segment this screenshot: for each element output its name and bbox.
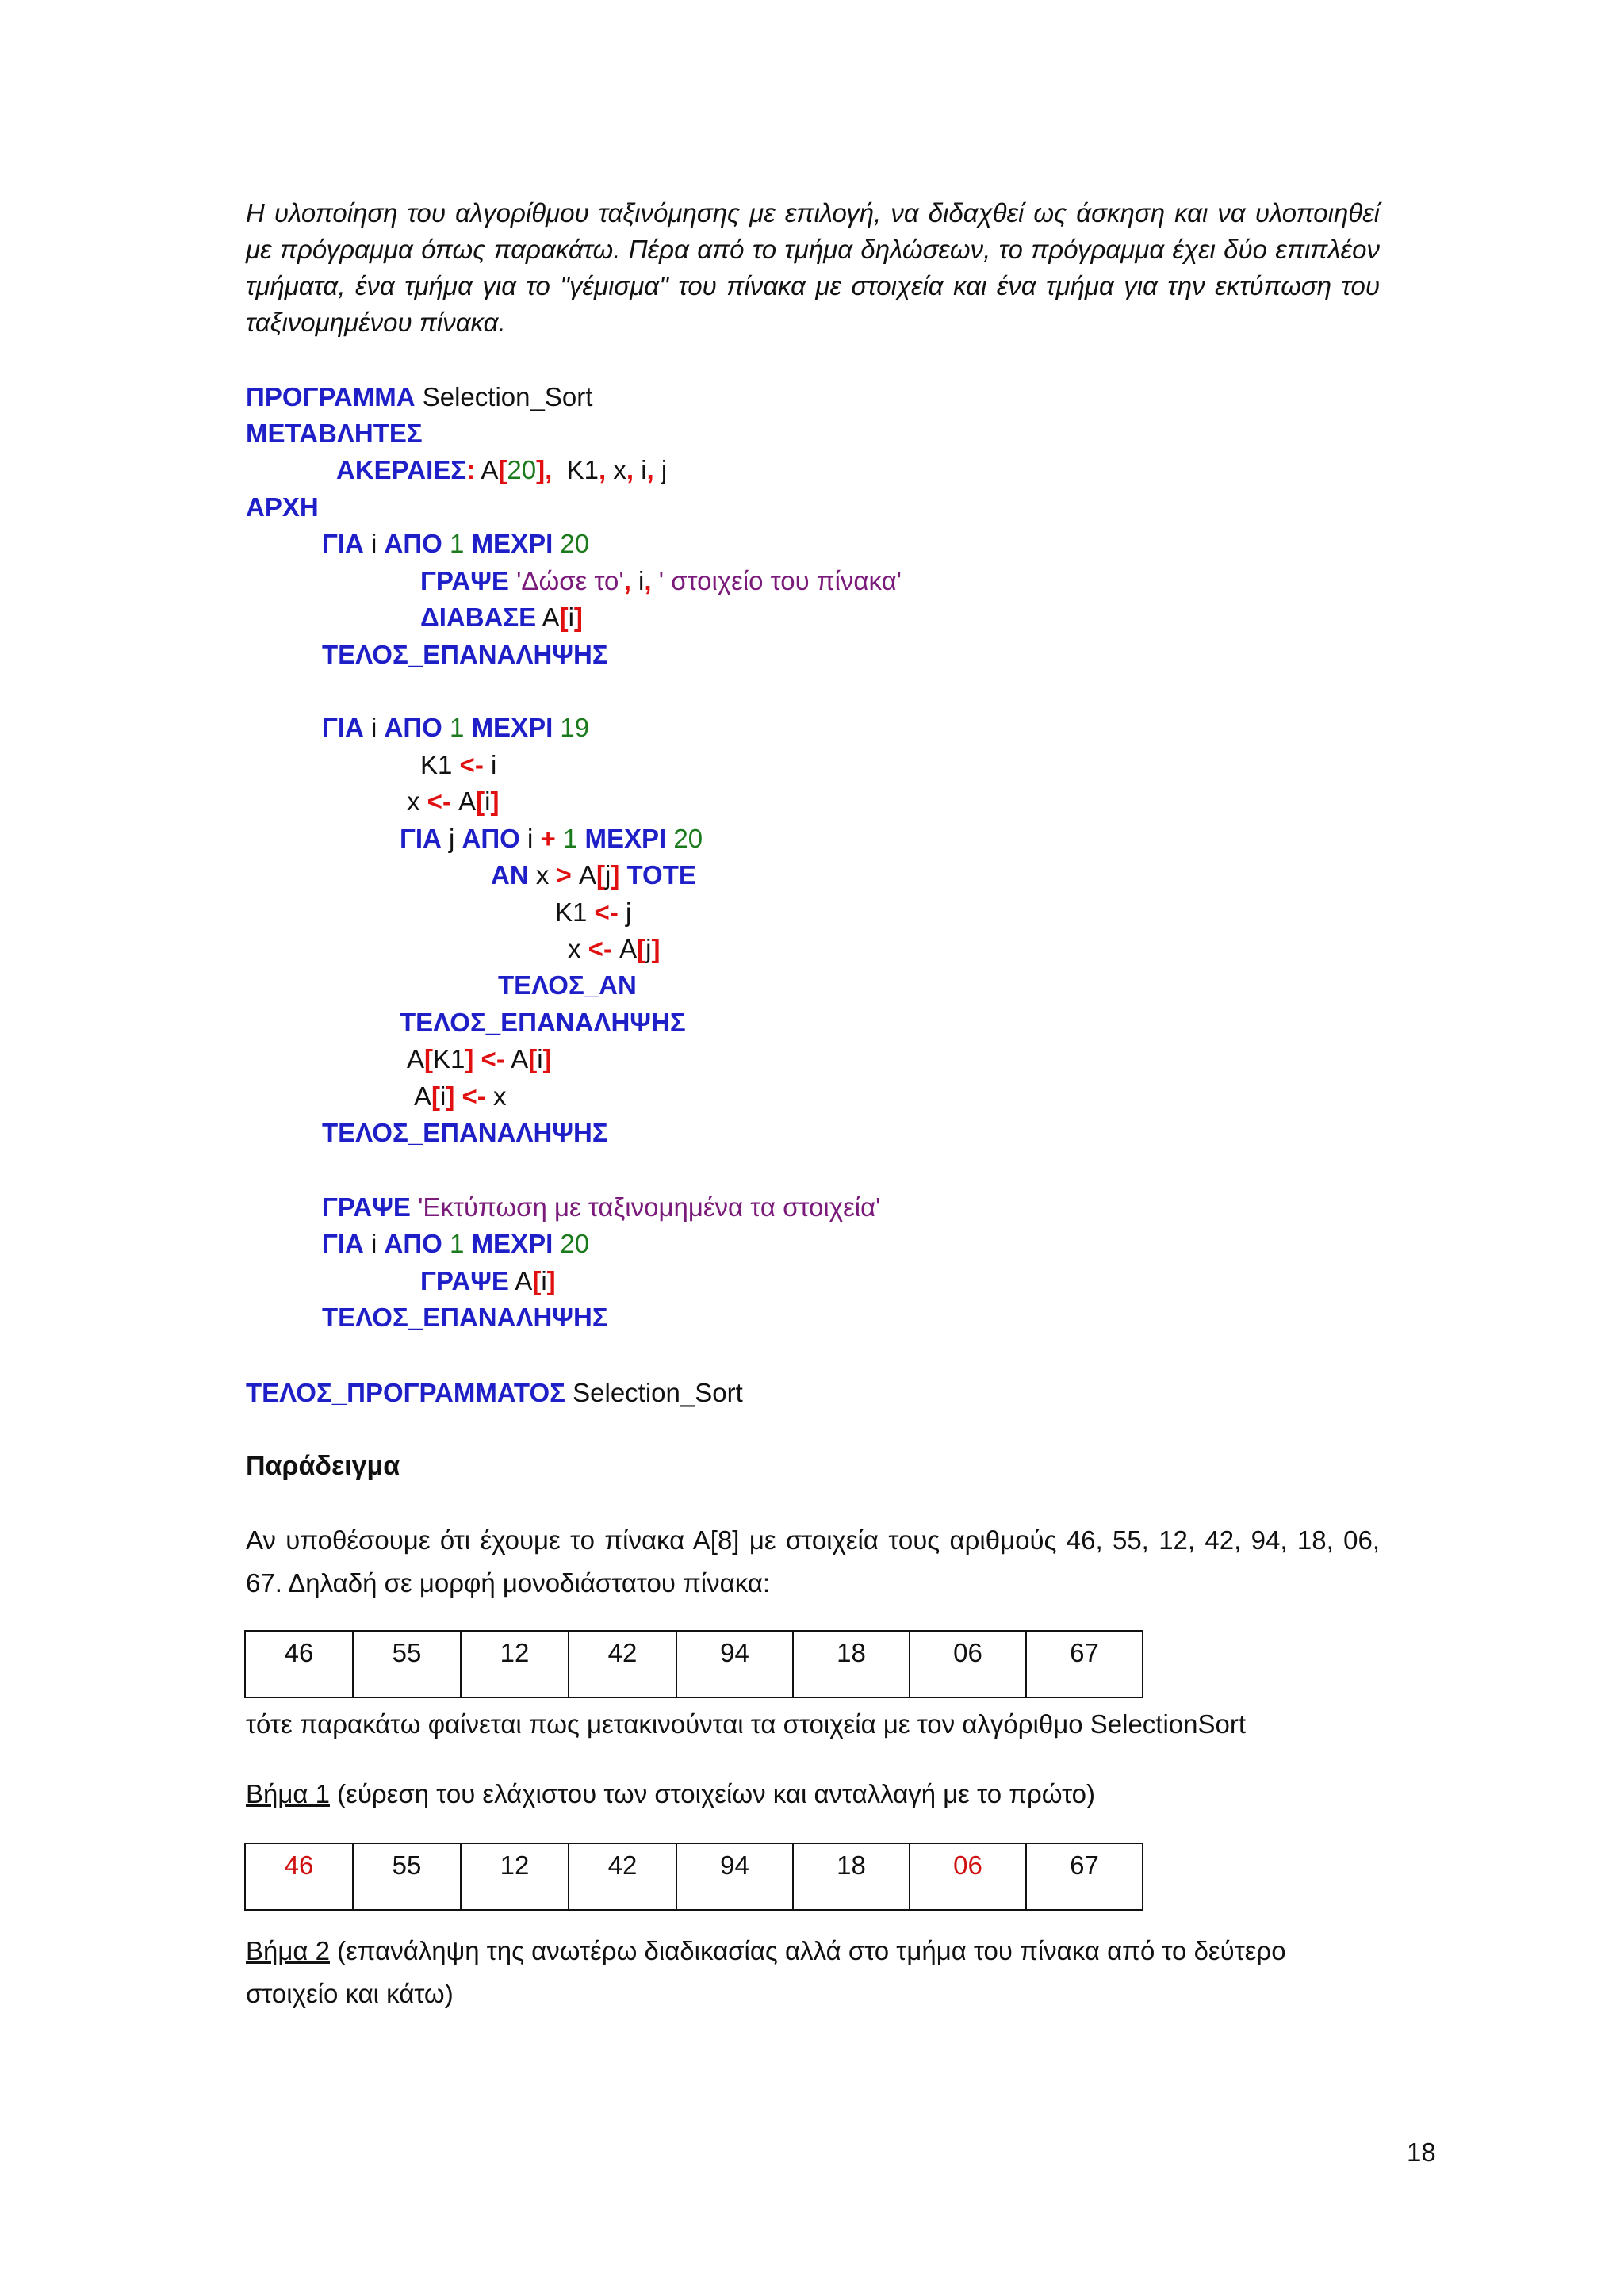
array-cell: 12	[461, 1843, 569, 1910]
array-cell: 18	[793, 1631, 910, 1697]
code-line-for-fill: ΓΙΑ i ΑΠΟ 1 ΜΕΧΡΙ 20	[322, 529, 590, 558]
step-2	[246, 1930, 1380, 2015]
array-cell: 42	[569, 1631, 676, 1697]
code-line-write-ai: ΓΡΑΨΕ Α[i]	[420, 1266, 556, 1295]
intro-paragraph: Η υλοποίηση του αλγορίθμου ταξινόμησης με επιλογή, να διδαχθεί ως άσκηση και να υλοποιηθεί με πρόγραμμα όπως παρακάτω. Πέρα από το τμήμα δηλώσεων, το πρόγραμμα έχει δύο επιπλέον τμήματα, ένα τμήμα για το "γέμισμα" του πίνακα με στοιχεία και ένα τμήμα για την εκτύπωση του ταξινομημένου πίνακα.	[246, 198, 1380, 337]
code-line-read: ΔΙΑΒΑΣΕ Α[i]	[420, 603, 583, 632]
code-line-for-print: ΓΙΑ i ΑΠΟ 1 ΜΕΧΡΙ 20	[322, 1229, 590, 1258]
code-line-write-header: ΓΡΑΨΕ 'Εκτύπωση με ταξινομημένα τα στοιχεία'	[322, 1192, 881, 1222]
code-line-variables: ΜΕΤΑΒΛΗΤΕΣ	[246, 419, 423, 448]
step-1	[246, 1773, 1380, 1816]
step-1-label: Βήμα 1	[246, 1779, 330, 1808]
code-line-program: ΠΡΟΓΡΑΜΜΑ Selection_Sort	[246, 382, 593, 411]
code-line-end-loop-print: ΤΕΛΟΣ_ΕΠΑΝΑΛΗΨΗΣ	[322, 1303, 608, 1332]
array-cell-highlighted: 46	[245, 1843, 353, 1910]
code-line-begin: ΑΡΧΗ	[246, 492, 319, 522]
code-line-end-program: ΤΕΛΟΣ_ΠΡΟΓΡΑΜΜΑΤΟΣ Selection_Sort	[246, 1378, 743, 1407]
code-line-x-assign-aj: x <- Α[j]	[568, 934, 661, 963]
code-line-write-prompt: ΓΡΑΨΕ 'Δώσε το', i, ' στοιχείο του πίνακα'	[420, 566, 902, 595]
code-line-swap-2: Α[i] <- x	[414, 1081, 507, 1111]
array-cell: 94	[676, 1843, 793, 1910]
code-line-x-assign-ai: x <- Α[i]	[407, 786, 500, 816]
array-cell: 67	[1026, 1843, 1143, 1910]
code-line-swap-1: Α[Κ1] <- Α[i]	[407, 1044, 552, 1073]
code-line-k1-assign-j: Κ1 <- j	[555, 897, 632, 927]
array-caption: τότε παρακάτω φαίνεται πως μετακινούνται τα στοιχεία με τον αλγόριθμο SelectionSort	[246, 1709, 1247, 1739]
array-table-step-1	[244, 1843, 1143, 1911]
code-line-end-if: ΤΕΛΟΣ_ΑΝ	[498, 970, 637, 1000]
array-cell: 94	[676, 1631, 793, 1697]
code-line-end-loop-outer: ΤΕΛΟΣ_ΕΠΑΝΑΛΗΨΗΣ	[322, 1118, 608, 1147]
array-cell: 46	[245, 1631, 353, 1697]
code-line-k1-assign-i: Κ1 <- i	[420, 750, 497, 779]
code-line-for-inner: ΓΙΑ j ΑΠΟ i + 1 ΜΕΧΡΙ 20	[400, 824, 703, 853]
array-cell: 12	[461, 1631, 569, 1697]
code-line-for-outer: ΓΙΑ i ΑΠΟ 1 ΜΕΧΡΙ 19	[322, 713, 590, 742]
array-cell: 55	[353, 1631, 461, 1697]
example-heading: Παράδειγμα	[246, 1451, 400, 1481]
page-number: 18	[1407, 2137, 1436, 2167]
step-2-text: (επανάληψη της ανωτέρω διαδικασίας αλλά στο τμήμα του πίνακα από το δεύτερο στοιχείο και κάτω)	[246, 1936, 1286, 2008]
array-cell: 67	[1026, 1631, 1143, 1697]
array-table-initial	[244, 1630, 1143, 1698]
code-line-end-loop-inner: ΤΕΛΟΣ_ΕΠΑΝΑΛΗΨΗΣ	[400, 1008, 686, 1037]
example-paragraph: Αν υποθέσουμε ότι έχουμε το πίνακα Α[8] με στοιχεία τους αριθμούς 46, 55, 12, 42, 94, 18, 06, 67. Δηλαδή σε μορφή μονοδιάστατου πίνακα:	[246, 1525, 1380, 1598]
code-line-end-loop-1: ΤΕΛΟΣ_ΕΠΑΝΑΛΗΨΗΣ	[322, 640, 608, 669]
step-2-label: Βήμα 2	[246, 1936, 330, 1965]
step-1-text: (εύρεση του ελάχιστου των στοιχείων και ανταλλαγή με το πρώτο)	[329, 1779, 1096, 1808]
array-cell: 18	[793, 1843, 910, 1910]
code-line-if: ΑΝ x > Α[j] ΤΟΤΕ	[491, 860, 696, 890]
code-line-integers: ΑΚΕΡΑΙΕΣ: Α[20], Κ1, x, i, j	[336, 455, 668, 484]
array-cell: 42	[569, 1843, 676, 1910]
array-cell: 55	[353, 1843, 461, 1910]
array-cell: 06	[910, 1631, 1026, 1697]
array-cell-highlighted: 06	[910, 1843, 1026, 1910]
